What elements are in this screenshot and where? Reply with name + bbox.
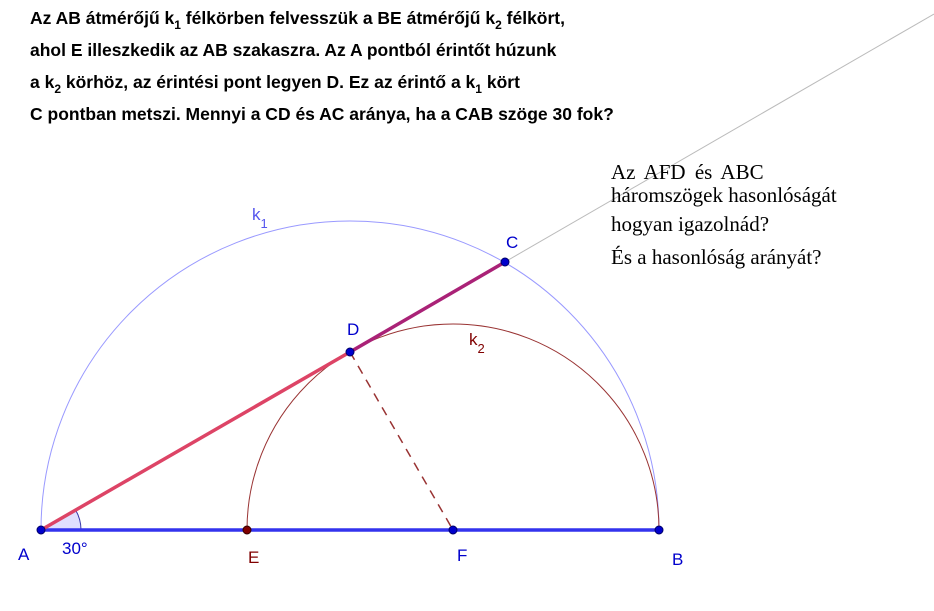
point-E[interactable] bbox=[243, 526, 251, 534]
point-B[interactable] bbox=[655, 526, 663, 534]
question-line-3: hogyan igazolnád? bbox=[611, 212, 770, 236]
question-text bbox=[611, 158, 931, 272]
segment-AD bbox=[41, 352, 350, 530]
problem-line-3: a $k_2$ körhöz, az érintési pont legyen D. Ez az érintő a $k_1$ kört bbox=[30, 72, 520, 96]
question-line-4: És a hasonlóság arányát? bbox=[611, 245, 822, 269]
problem-line-2: ahol E illeszkedik az AB szakaszra. Az A pontból érintőt húzunk bbox=[30, 40, 557, 60]
label-k1-sub: 1 bbox=[260, 216, 268, 231]
label-D: D bbox=[347, 320, 360, 339]
label-A: A bbox=[18, 545, 30, 564]
label-angle: 30° bbox=[62, 539, 88, 558]
problem-line-1: Az AB átmérőjű $k_1$ félkörben felvesszük a BE átmérőjű $k_2$ félkört, bbox=[30, 8, 565, 32]
segment-DF-dashed bbox=[350, 352, 453, 530]
point-F[interactable] bbox=[449, 526, 457, 534]
k1-arc bbox=[41, 221, 659, 530]
point-C[interactable] bbox=[501, 258, 509, 266]
segment-DC bbox=[350, 262, 505, 352]
label-F: F bbox=[457, 546, 468, 565]
label-C: C bbox=[506, 233, 519, 252]
k2-arc bbox=[247, 324, 659, 530]
label-E: E bbox=[248, 548, 260, 567]
label-k1-letter: k bbox=[252, 205, 261, 224]
problem-line-4: C pontban metszi. Mennyi a CD és AC aránya, ha a CAB szöge 30 fok? bbox=[30, 104, 614, 124]
label-k1 bbox=[252, 205, 268, 231]
label-k2 bbox=[469, 330, 485, 356]
point-A[interactable] bbox=[37, 526, 45, 534]
label-k2-sub: 2 bbox=[477, 341, 485, 356]
question-line-1: Az AFD és ABC bbox=[611, 160, 764, 184]
label-k2-letter: k bbox=[469, 330, 478, 349]
point-D[interactable] bbox=[346, 348, 354, 356]
label-B: B bbox=[672, 550, 684, 569]
question-line-2: háromszögek hasonlóságát bbox=[611, 183, 837, 207]
